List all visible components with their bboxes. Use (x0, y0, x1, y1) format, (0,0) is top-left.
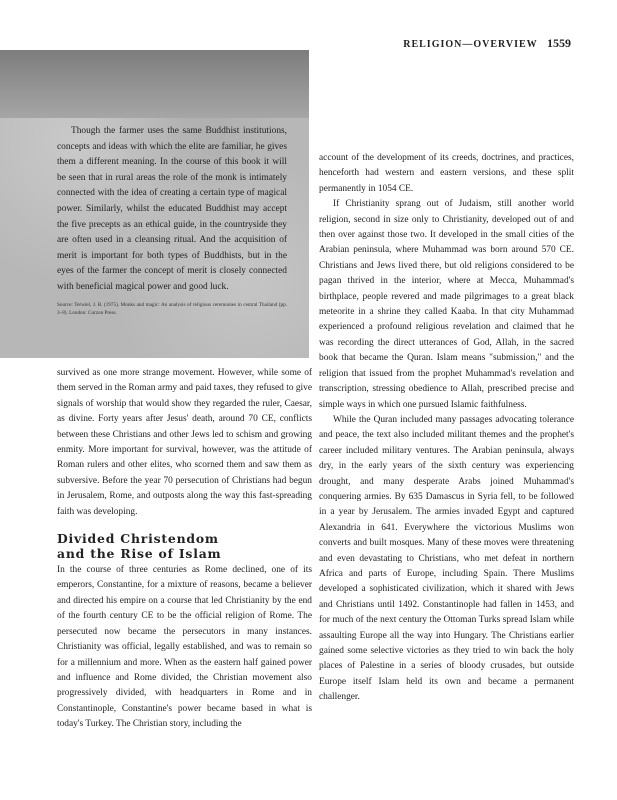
right-paragraph-2: If Christianity sprang out of Judaism, still another world religion, second in size only to Christianity, developed out of and then over against those two. It developed in the small cities of the Arabian peninsula, where Muhammad was born around 570 CE. Christians and Jews lived there, but old religions considered to be pagan thrived in the interior, where at Mecca, Muhammad's birthplace, people revered and made pilgrimages to a great black meteorite in a shrine they called Kaaba. In that city Muhammad experienced a profound religious revelation and claimed that he was recording the direct utterances of God, Allah, in the sacred book that became the Quran. Islam means "submission," and the religion that issued from the prophet Muhammad's revelation and transcription, stressing obedience to Allah, prescribed precise and simple ways in which one pursued Islamic faithfulness. (319, 199, 574, 410)
section-heading-line-2: and the Rise of Islam (57, 545, 222, 561)
right-paragraph-1: account of the development of its creeds, doctrines, and practices, henceforth had western and eastern versions, and these split permanently in 1054 CE. (319, 153, 574, 194)
left-paragraph-1: survived as one more strange movement. However, while some of them served in the Roman army and paid taxes, they refused to give signals of worship that would show they regarded the ruler, Caesar, as divine. Forty years after Jesus' death, around 70 CE, conflicts between these Christians and other Jews led to schism and growing enmity. More important for survival, however, was the attitude of Roman rulers and other elites, who scorned them and saw them as subversive. Before the year 70 persecution of Christians had begun in Jerusalem, Rome, and outposts along the way this fast-spreading faith was developing. (57, 368, 312, 517)
section-heading (57, 532, 312, 561)
running-header (403, 36, 571, 51)
page-number: 1559 (547, 36, 571, 50)
left-column (57, 366, 312, 733)
sidebar-texture-band (0, 50, 309, 118)
section-heading-line-1: Divided Christendom (57, 531, 219, 547)
right-paragraph-3: While the Quran included many passages advocating tolerance and peace, the text also included militant themes and the prophet's career included military ventures. The Arabian peninsula, always dry, in the early years of the sixth century was experiencing drought, and many desperate Arabs joined Muhammad's conquering armies. By 635 Damascus in Syria fell, to be followed in a year by Jerusalem. The armies invaded Egypt and captured Alexandria in 641. Everywhere the victorious Muslims won converts and built mosques. Many of these moves were threatening and even devastating to Christians, who met defeat in northern Africa and parts of Europe, including Spain. There Muslims developed a sophisticated civilization, which it shared with Jews and Christians until 1492. Constantinople had fallen in 1453, and for much of the next century the Ottoman Turks spread Islam while assaulting Europe all the way into Hungary. The Christians earlier gained some selective victories as they tried to win back the holy places of Palestine in a series of bloody crusades, but outside Europe itself Islam held its own and became a permanent challenger. (319, 414, 574, 703)
sidebar-source: Source: Terwiel, J. B. (1975). Monks and magic: An analysis of religious ceremonies in central Thailand (pp. 3–8). London: Curzon Press. (57, 301, 287, 316)
right-column (319, 151, 574, 706)
sidebar-paragraph: Though the farmer uses the same Buddhist institutions, concepts and ideas with which the elite are familiar, he gives them a different meaning. In the course of this book it will be seen that in rural areas the role of the monk is intimately connected with the idea of creating a certain type of magical power. Similarly, whilst the educated Buddhist may accept the five precepts as an ethical guide, in the countryside they are often used in a cleansing ritual. And the acquisition of merit is important for both types of Buddhists, but in the eyes of the farmer the concept of merit is closely connected with beneficial magical power and good luck. (57, 126, 287, 292)
running-title: RELIGION—OVERVIEW (403, 39, 538, 50)
left-paragraph-2: In the course of three centuries as Rome declined, one of its emperors, Constantine, for a mixture of reasons, became a believer and directed his empire on a course that led Christianity by the end of the fourth century CE to be the official religion of Rome. The persecuted now became the persecutors in many instances. Christianity was official, legally established, and was to remain so for a millennium and more. When as the eastern half gained power and influence and Rome divided, the Christian movement also progressively divided, with headquarters in Rome and in Constantinople, Constantine's power became based in what is today's Turkey. The Christian story, including the (57, 565, 312, 730)
sidebar-quote (57, 124, 287, 317)
